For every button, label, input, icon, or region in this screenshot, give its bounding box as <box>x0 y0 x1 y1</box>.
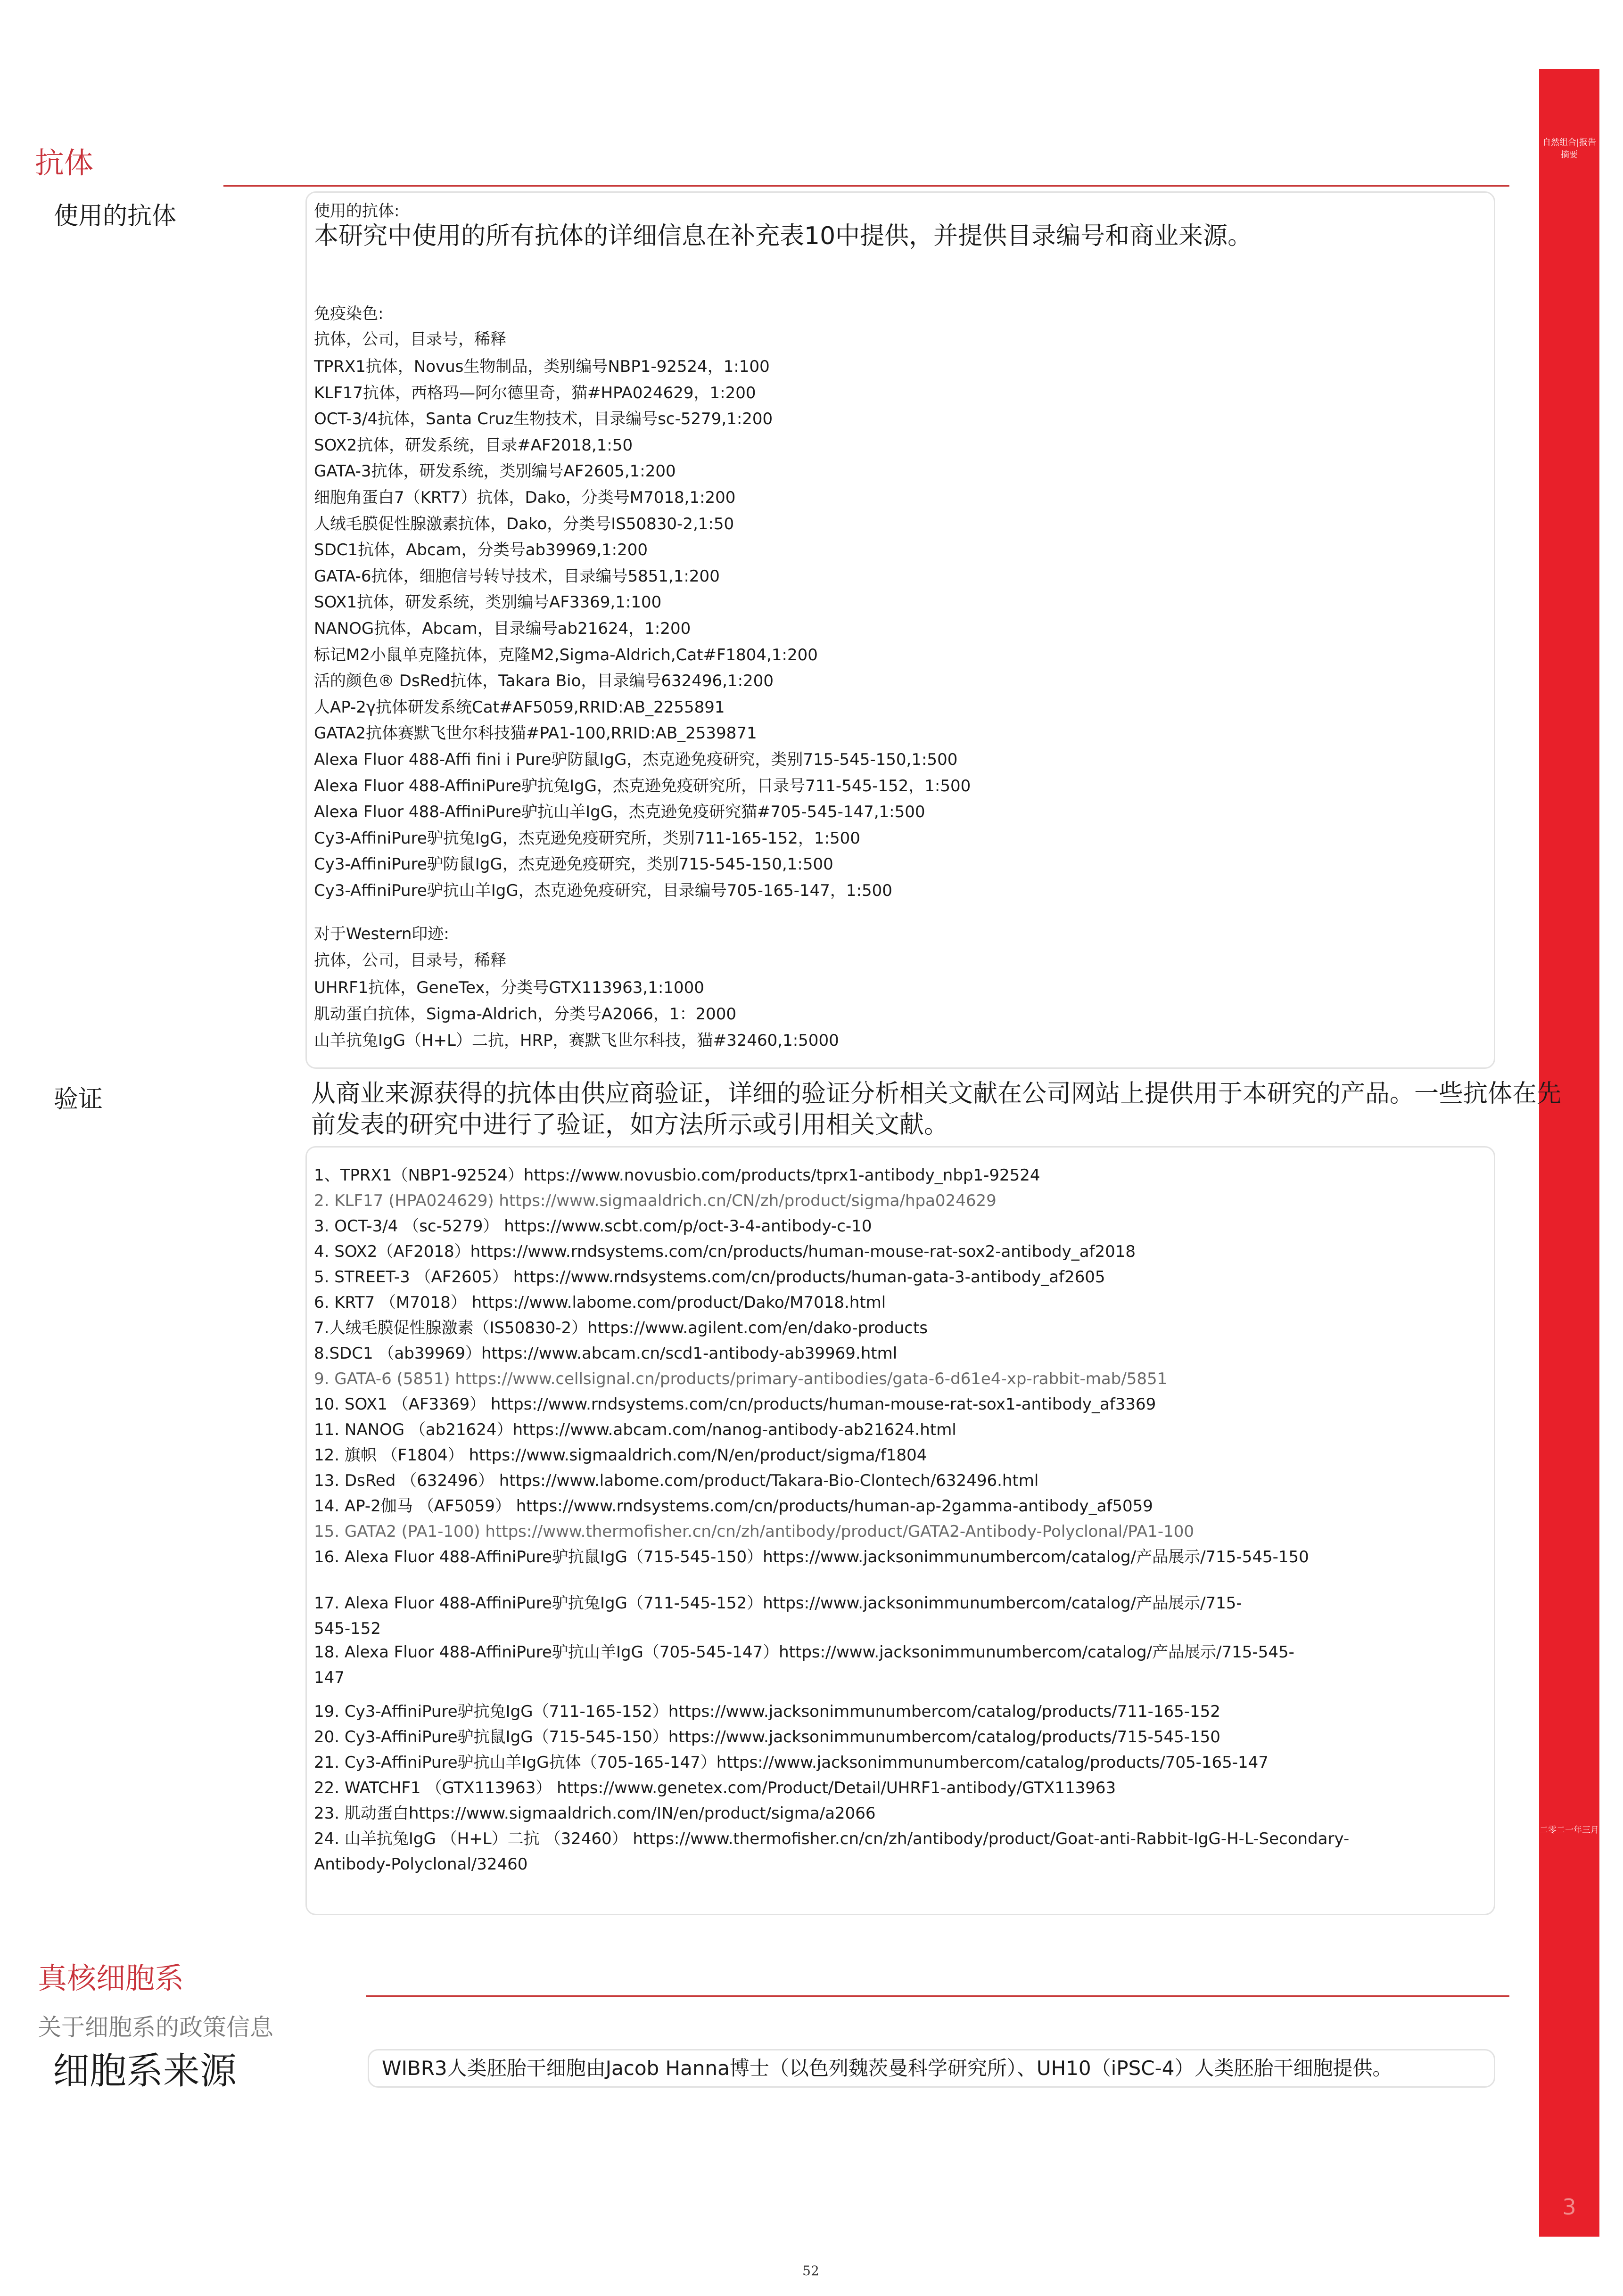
reference-line: 23. 肌动蛋白https://www.sigmaaldrich.com/IN/en/product/sigma/a2066 <box>314 1804 876 1823</box>
section-rule <box>223 185 1509 187</box>
immuno-list-item: 标记M2小鼠单克隆抗体，克隆M2,Sigma-Aldrich,Cat#F1804,1:200 <box>314 645 818 664</box>
reference-line: 7.人绒毛膜促性腺激素（IS50830-2）https://www.agilent.com/en/dako-products <box>314 1319 928 1337</box>
immuno-list-item: OCT-3/4抗体，Santa Cruz生物技术，目录编号sc-5279,1:200 <box>314 410 773 429</box>
immuno-list-item: KLF17抗体，西格玛—阿尔德里奇，猫#HPA024629，1:200 <box>314 383 756 402</box>
immuno-list-item: Cy3-AffiniPure驴防鼠IgG，杰克逊免疫研究，类别715-545-150,1:500 <box>314 855 833 874</box>
page-number: 52 <box>802 2263 819 2279</box>
immuno-list-item: Alexa Fluor 488-AffiniPure驴抗山羊IgG，杰克逊免疫研究猫#705-545-147,1:500 <box>314 803 925 822</box>
reference-line: 19. Cy3-AffiniPure驴抗兔IgG（711-165-152）https://www.jacksonimmunumbercom/catalog/products/711-165-152 <box>314 1702 1220 1721</box>
sidebar-date-label: 二零二一年三月 <box>1540 1825 1599 1835</box>
reference-line: 13. DsRed （632496） https://www.labome.com/product/Takara-Bio-Clontech/632496.html <box>314 1471 1039 1490</box>
immuno-list-item: SOX1抗体，研发系统，类别编号AF3369,1:100 <box>314 593 662 612</box>
reference-line: 18. Alexa Fluor 488-AffiniPure驴抗山羊IgG（705-545-147）https://www.jacksonimmunumbercom/catalog/产品展示/715-545- <box>314 1643 1294 1662</box>
immuno-list-item: 细胞角蛋白7（KRT7）抗体，Dako，分类号M7018,1:200 <box>314 488 736 507</box>
reference-line: 12. 旗帜 （F1804） https://www.sigmaaldrich.com/N/en/product/sigma/f1804 <box>314 1446 927 1465</box>
immuno-list-item: Alexa Fluor 488-Affi fini i Pure驴防鼠IgG，杰克逊免疫研究，类别715-545-150,1:500 <box>314 750 958 769</box>
immuno-list-item: Cy3-AffiniPure驴抗山羊IgG，杰克逊免疫研究，目录编号705-165-147，1:500 <box>314 881 892 900</box>
reference-line: 17. Alexa Fluor 488-AffiniPure驴抗兔IgG（711-545-152）https://www.jacksonimmunumbercom/catalog/产品展示/715- <box>314 1594 1242 1613</box>
reference-line: 8.SDC1 （ab39969）https://www.abcam.cn/scd1-antibody-ab39969.html <box>314 1344 898 1363</box>
section-title-antibodies: 抗体 <box>35 146 94 180</box>
immuno-heading: 免疫染色: <box>314 304 384 323</box>
immuno-list-item: 活的颜色® DsRed抗体，Takara Bio，目录编号632496,1:200 <box>314 672 774 691</box>
box-lead: 本研究中使用的所有抗体的详细信息在补充表10中提供，并提供目录编号和商业来源。 <box>314 222 1252 250</box>
reference-line: 20. Cy3-AffiniPure驴抗鼠IgG（715-545-150）https://www.jacksonimmunumbercom/catalog/products/715-545-150 <box>314 1728 1220 1747</box>
reference-line: 5. STREET-3 （AF2605） https://www.rndsystems.com/cn/products/human-gata-3-antibody_af2605 <box>314 1268 1105 1287</box>
reference-line: 14. AP-2伽马 （AF5059） https://www.rndsystems.com/cn/products/human-ap-2gamma-antibody_af5059 <box>314 1497 1153 1516</box>
immuno-list-item: GATA-6抗体，细胞信号转导技术，目录编号5851,1:200 <box>314 566 720 586</box>
validation-lead-line-1: 从商业来源获得的抗体由供应商验证，详细的验证分析相关文献在公司网站上提供用于本研究的产品。一些抗体在先 <box>311 1080 1562 1108</box>
immuno-list-item: GATA2抗体赛默飞世尔科技猫#PA1-100,RRID:AB_2539871 <box>314 724 757 743</box>
reference-line: 10. SOX1 （AF3369） https://www.rndsystems.com/cn/products/human-mouse-rat-sox1-antibody_af3369 <box>314 1395 1156 1414</box>
reference-line: 11. NANOG （ab21624）https://www.abcam.com/nanog-antibody-ab21624.html <box>314 1420 956 1439</box>
box-heading: 使用的抗体: <box>314 202 400 221</box>
row-label-validation: 验证 <box>54 1085 103 1114</box>
section-rule-cell-lines <box>366 1995 1509 1997</box>
cell-lines-subtitle: 关于细胞系的政策信息 <box>38 2014 273 2041</box>
reference-line: 9. GATA-6 (5851) https://www.cellsignal.cn/products/primary-antibodies/gata-6-d61e4-xp-rabbit-mab/5851 <box>314 1369 1168 1388</box>
western-columns: 抗体，公司，目录号，稀释 <box>314 951 506 970</box>
immuno-list-item: TPRX1抗体，Novus生物制品，类别编号NBP1-92524，1:100 <box>314 357 770 376</box>
immuno-list-item: SDC1抗体，Abcam，分类号ab39969,1:200 <box>314 541 648 560</box>
immuno-list-item: SOX2抗体，研发系统，目录#AF2018,1:50 <box>314 435 633 455</box>
immuno-columns: 抗体，公司，目录号，稀释 <box>314 330 506 349</box>
reference-line: 16. Alexa Fluor 488-AffiniPure驴抗鼠IgG（715-545-150）https://www.jacksonimmunumbercom/catalog/产品展示/715-545-150 <box>314 1548 1309 1566</box>
immuno-list-item: Alexa Fluor 488-AffiniPure驴抗兔IgG，杰克逊免疫研究所，目录号711-545-152，1:500 <box>314 776 971 795</box>
row-label-antibodies-used: 使用的抗体 <box>54 202 177 230</box>
reference-line: 4. SOX2（AF2018）https://www.rndsystems.com/cn/products/human-mouse-rat-sox2-antibody_af2018 <box>314 1242 1136 1261</box>
sidebar-top-label: 自然组合|报告摘要 <box>1542 138 1597 160</box>
right-sidebar <box>1539 69 1599 2237</box>
validation-lead-line-2: 前发表的研究中进行了验证，如方法所示或引用相关文献。 <box>311 1111 949 1139</box>
immuno-list-item: Cy3-AffiniPure驴抗兔IgG，杰克逊免疫研究所，类别711-165-152，1:500 <box>314 828 860 848</box>
validation-lead <box>311 1078 1561 1140</box>
immuno-list-item: GATA-3抗体，研发系统，类别编号AF2605,1:200 <box>314 462 676 481</box>
section-title-cell-lines: 真核细胞系 <box>38 1961 184 1995</box>
reference-line: 15. GATA2 (PA1-100) https://www.thermofisher.cn/cn/zh/antibody/product/GATA2-Antibody-Polyclonal/PA1-100 <box>314 1522 1195 1541</box>
cell-line-source-text: WIBR3人类胚胎干细胞由Jacob Hanna博士（以色列魏茨曼科学研究所）、UH10（iPSC-4）人类胚胎干细胞提供。 <box>382 2057 1392 2080</box>
row-label-cell-line-source: 细胞系来源 <box>53 2050 237 2092</box>
western-heading: 对于Western印迹: <box>314 925 449 943</box>
reference-line: 1、TPRX1（NBP1-92524）https://www.novusbio.com/products/tprx1-antibody_nbp1-92524 <box>314 1166 1040 1185</box>
reference-line: 147 <box>314 1668 345 1687</box>
sidebar-page-digit: 3 <box>1562 2194 1576 2220</box>
western-list-item: UHRF1抗体，GeneTex，分类号GTX113963,1:1000 <box>314 978 704 997</box>
reference-line: 545-152 <box>314 1619 381 1638</box>
immuno-list-item: 人绒毛膜促性腺激素抗体，Dako，分类号IS50830-2,1:50 <box>314 514 734 533</box>
immuno-list-item: 人AP-2γ抗体研发系统Cat#AF5059,RRID:AB_2255891 <box>314 697 725 717</box>
reference-line: 22. WATCHF1 （GTX113963） https://www.genetex.com/Product/Detail/UHRF1-antibody/GTX113963 <box>314 1779 1116 1797</box>
western-list-item: 肌动蛋白抗体，Sigma-Aldrich，分类号A2066，1：2000 <box>314 1005 736 1024</box>
reference-line: 2. KLF17 (HPA024629) https://www.sigmaaldrich.cn/CN/zh/product/sigma/hpa024629 <box>314 1191 997 1210</box>
immuno-list-item: NANOG抗体，Abcam，目录编号ab21624，1:200 <box>314 619 691 638</box>
reference-line: 3. OCT-3/4 （sc-5279） https://www.scbt.com/p/oct-3-4-antibody-c-10 <box>314 1217 872 1236</box>
reference-line: 21. Cy3-AffiniPure驴抗山羊IgG抗体（705-165-147）https://www.jacksonimmunumbercom/catalog/products/705-165-147 <box>314 1753 1269 1772</box>
reference-line: Antibody-Polyclonal/32460 <box>314 1855 528 1874</box>
reference-line: 6. KRT7 （M7018） https://www.labome.com/product/Dako/M7018.html <box>314 1293 886 1312</box>
reference-line: 24. 山羊抗兔IgG （H+L）二抗 （32460） https://www.thermofisher.cn/cn/zh/antibody/product/Goat-anti-Rabbit-IgG-H-L-Secondary- <box>314 1829 1350 1848</box>
western-list-item: 山羊抗兔IgG（H+L）二抗，HRP，赛默飞世尔科技，猫#32460,1:5000 <box>314 1031 839 1050</box>
